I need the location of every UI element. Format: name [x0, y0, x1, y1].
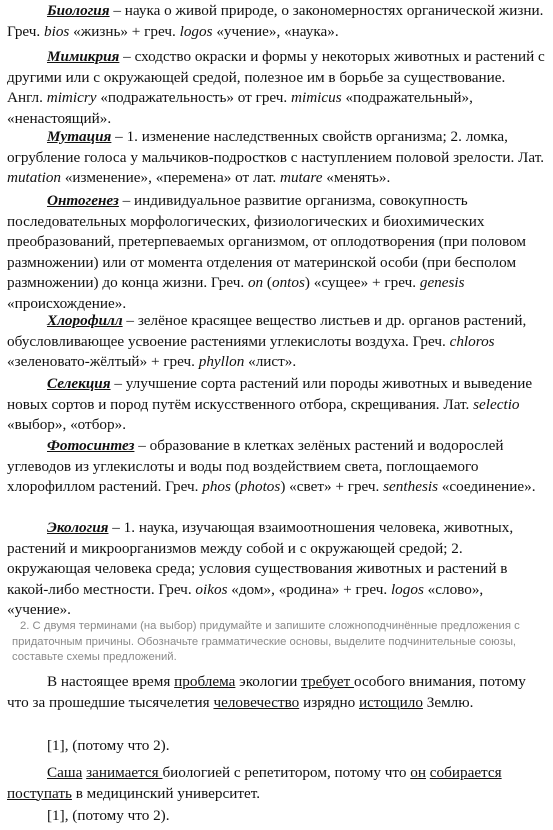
predicate-1: требует: [301, 673, 355, 690]
entry-photosynthesis: Фотосинтез – образование в клетках зелёных растений и водорослей углеводов из углекислоты и воды под воздействием света, поглощаемого хлорофиллом растений. Греч. phos (photos) «свет» + греч. senthesis «соединение».: [7, 437, 536, 495]
subject-4: он: [410, 764, 426, 781]
term-ecology: Экология: [47, 519, 109, 536]
entry-ontogenesis: Онтогенез – индивидуальное развитие организма, совокупность последовательных морфологических, физиологических и биохимических преобразований, претерпеваемых организмом, от оплодотворения (при половом размножении) или от момента отделения от материнской особи (при бесполом размножении) до конца жизни. Греч. on (ontos) «сущее» + греч. genesis «происхождение».: [7, 192, 527, 312]
term-ontogenesis: Онтогенез: [47, 192, 119, 209]
sentence-1: В настоящее время проблема экологии требует особого внимания, потому что за прошедшие тысячелетия человечество изрядно истощило Землю.: [7, 673, 526, 711]
task-instruction: 2. С двумя терминами (на выбор) придумайте и запишите сложноподчинённые предложения с придаточным причины. Обозначьте грамматические основы, выделите подчинительные союзы, составьте схемы предложений.: [12, 620, 520, 663]
predicate-4: собирается поступать: [7, 764, 502, 802]
entry-mimicry: Мимикрия – сходство окраски и формы у некоторых животных и растений с другими или с окружающей средой, полезное им в борьбе за существование. Англ. mimicry «подражательность» от греч. mimicus «подражательный», «ненастоящий».: [7, 48, 545, 127]
entry-chlorophyll: Хлорофилл – зелёное красящее вещество листьев и др. органов растений, обусловливающее усвоение растениями углекислоты воздуха. Греч. chloros «зеленовато-жёлтый» + греч. phyllon «лист».: [7, 312, 527, 370]
term-mimicry: Мимикрия: [47, 48, 120, 65]
predicate-2: истощило: [359, 693, 423, 711]
subject-1: проблема: [174, 673, 236, 690]
term-selection: Селекция: [47, 375, 111, 392]
subject-3: Саша: [47, 764, 83, 781]
scheme-1: [1], (потому что 2).: [47, 737, 170, 754]
entry-mutation: Мутация – 1. изменение наследственных свойств организма; 2. ломка, огрубление голоса у мальчиков-подростков с наступлением половой зрелости. Лат. mutation «изменение», «перемена» от лат. mutare «менять».: [7, 128, 545, 186]
scheme-2: [1], (потому что 2).: [47, 807, 170, 824]
term-biology: Биология: [47, 2, 110, 19]
term-mutation: Мутация: [47, 128, 112, 145]
subject-2: человечество: [213, 693, 300, 711]
predicate-3: занимается: [86, 764, 163, 781]
entry-biology: Биология – наука о живой природе, о закономерностях органической жизни. Греч. bios «жизнь» + греч. logos «учение», «наука».: [7, 2, 544, 40]
entry-selection: Селекция – улучшение сорта растений или породы животных и выведение новых сортов и пород путём искусственного отбора, скрещивания. Лат. selectio «выбор», «отбор».: [7, 375, 533, 433]
term-chlorophyll: Хлорофилл: [47, 312, 123, 329]
term-photosynthesis: Фотосинтез: [47, 437, 135, 454]
entry-ecology: Экология – 1. наука, изучающая взаимоотношения человека, животных, растений и микроорганизмов между собой и с окружающей средой; 2. окружающая человека среда; условия существования животных и растений в какой-либо местности. Греч. oikos «дом», «родина» + греч. logos «слово», «учение».: [7, 519, 514, 618]
sentence-2: Саша занимается биологией с репетитором, потому что он собирается поступать в медицинский университет.: [7, 764, 502, 802]
